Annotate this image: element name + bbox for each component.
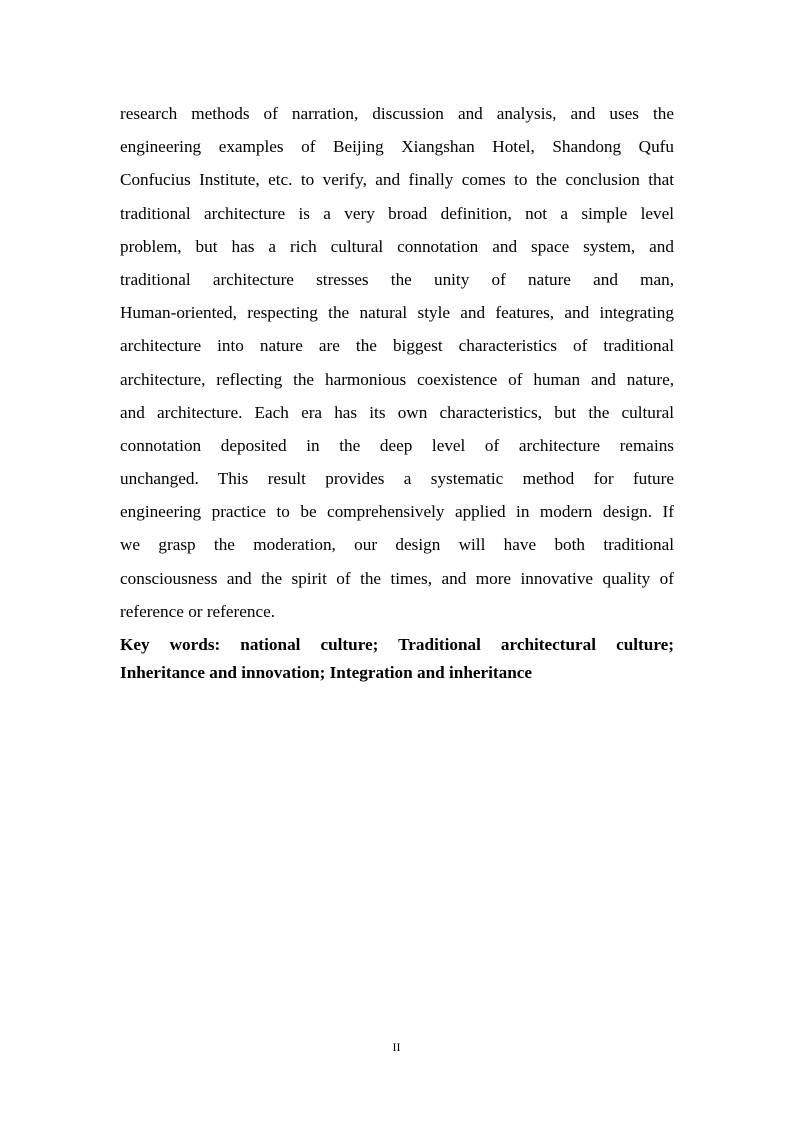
keywords-line: Key words: national culture; Traditional architectural culture; [120, 635, 674, 654]
abstract-line: Human-oriented, respecting the natural style and features, and integrating [120, 303, 674, 323]
page-body [120, 97, 674, 687]
abstract-line: research methods of narration, discussion and analysis, and uses the [120, 104, 674, 123]
abstract-line: engineering examples of Beijing Xiangshan Hotel, Shandong Qufu [120, 137, 674, 157]
abstract-line: traditional architecture stresses the unity of nature and man, [120, 269, 674, 289]
abstract-line: unchanged. This result provides a systematic method for future [120, 469, 674, 489]
abstract-line: engineering practice to be comprehensively applied in modern design. If [120, 502, 674, 522]
abstract-line: and architecture. Each era has its own characteristics, but the cultural [120, 402, 674, 422]
keywords-section [120, 631, 674, 687]
abstract-paragraph [120, 97, 674, 628]
abstract-line: we grasp the moderation, our design will have both traditional [120, 535, 674, 555]
page-number: II [392, 1040, 401, 1054]
abstract-line: Confucius Institute, etc. to verify, and finally comes to the conclusion that [120, 170, 674, 190]
abstract-line: connotation deposited in the deep level of architecture remains [120, 435, 674, 455]
abstract-line: traditional architecture is a very broad definition, not a simple level [120, 203, 674, 223]
abstract-line: problem, but has a rich cultural connotation and space system, and [120, 236, 674, 256]
abstract-line: architecture into nature are the biggest characteristics of traditional [120, 336, 674, 356]
abstract-line: reference or reference. [120, 601, 276, 621]
keywords-line: Inheritance and innovation; Integration and inheritance [120, 663, 533, 682]
abstract-line: consciousness and the spirit of the times, and more innovative quality of [120, 568, 674, 588]
abstract-line: architecture, reflecting the harmonious coexistence of human and nature, [120, 369, 674, 389]
